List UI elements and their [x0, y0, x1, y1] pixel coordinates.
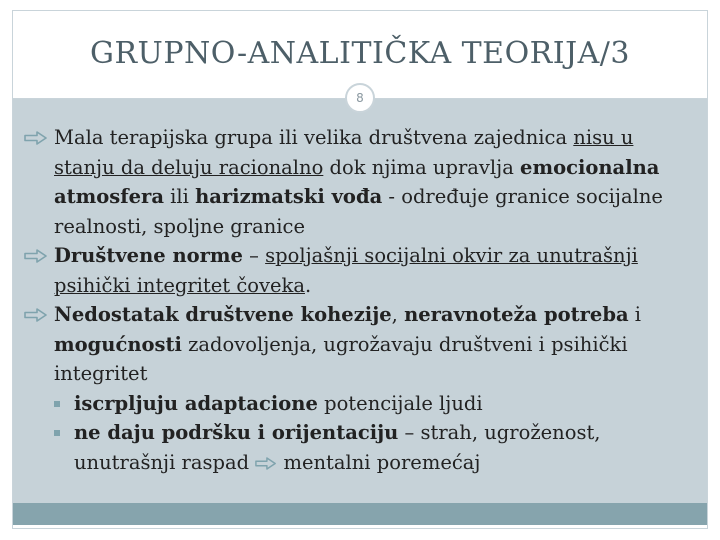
bullet-3-bold-possibilities: mogućnosti [54, 332, 182, 356]
bullet-1-text-4: - određuje granice socijalne realnosti, spoljne granice [54, 185, 663, 238]
bullet-3-bold-imbalance: neravnoteža potreba [404, 303, 629, 326]
bullet-1-underlined-phrase: nisu u stanju da deluju racionalno [54, 126, 634, 179]
slide-number-badge: 8 [345, 83, 375, 113]
sub-bullet-2-text-2: mentalni poremećaj [277, 450, 481, 474]
outline-arrow-right-icon [255, 457, 277, 470]
bullet-2-period: . [304, 273, 312, 297]
square-bullet-icon [54, 430, 60, 436]
bullet-1-text-3: ili [163, 185, 196, 208]
bullet-list [24, 123, 692, 477]
sub-bullet-2-bold: ne daju podršku i orijentaciju [74, 421, 399, 444]
bullet-3-comma: , [391, 303, 405, 326]
bullet-2-underlined-phrase: spoljašnji socijalni okvir za unutrašnji psihički integritet čoveka [54, 244, 638, 297]
slide-title: GRUPNO-ANALITIČKA TEORIJA/3 [90, 36, 630, 71]
bullet-3-text: zadovoljenja, ugrožavaju društveni i psihički integritet [54, 332, 628, 385]
bullet-1-bold-emotional: emocionalna atmosfera [54, 155, 660, 208]
bullet-item-3 [24, 300, 692, 389]
sub-bullet-item-1 [24, 389, 692, 419]
outline-arrow-right-icon [24, 308, 48, 322]
bullet-item-1 [24, 123, 692, 241]
sub-bullet-1-text: potencijale ljudi [317, 391, 483, 415]
bullet-3-bold-cohesion: Nedostatak društvene kohezije [54, 303, 392, 326]
square-bullet-icon [54, 401, 60, 407]
bullet-3-and: i [628, 303, 642, 326]
bullet-2-bold-norms: Društvene norme [54, 244, 243, 267]
outline-arrow-right-icon [24, 249, 48, 263]
footer-bar [13, 503, 707, 525]
sub-bullet-1-bold: iscrpljuju adaptacione [74, 391, 318, 415]
sub-bullet-2-text: – strah, ugroženost, unutrašnji raspad [74, 421, 601, 474]
bullet-1-text-2: dok njima upravlja [323, 155, 521, 179]
sub-bullet-item-2 [24, 418, 692, 477]
bullet-2-dash: – [242, 244, 266, 267]
outline-arrow-right-icon [24, 131, 48, 145]
bullet-1-bold-leader: harizmatski vođa [195, 185, 383, 208]
bullet-1-text: Mala terapijska grupa ili velika društvena zajednica [54, 126, 574, 149]
bullet-item-2 [24, 241, 692, 300]
